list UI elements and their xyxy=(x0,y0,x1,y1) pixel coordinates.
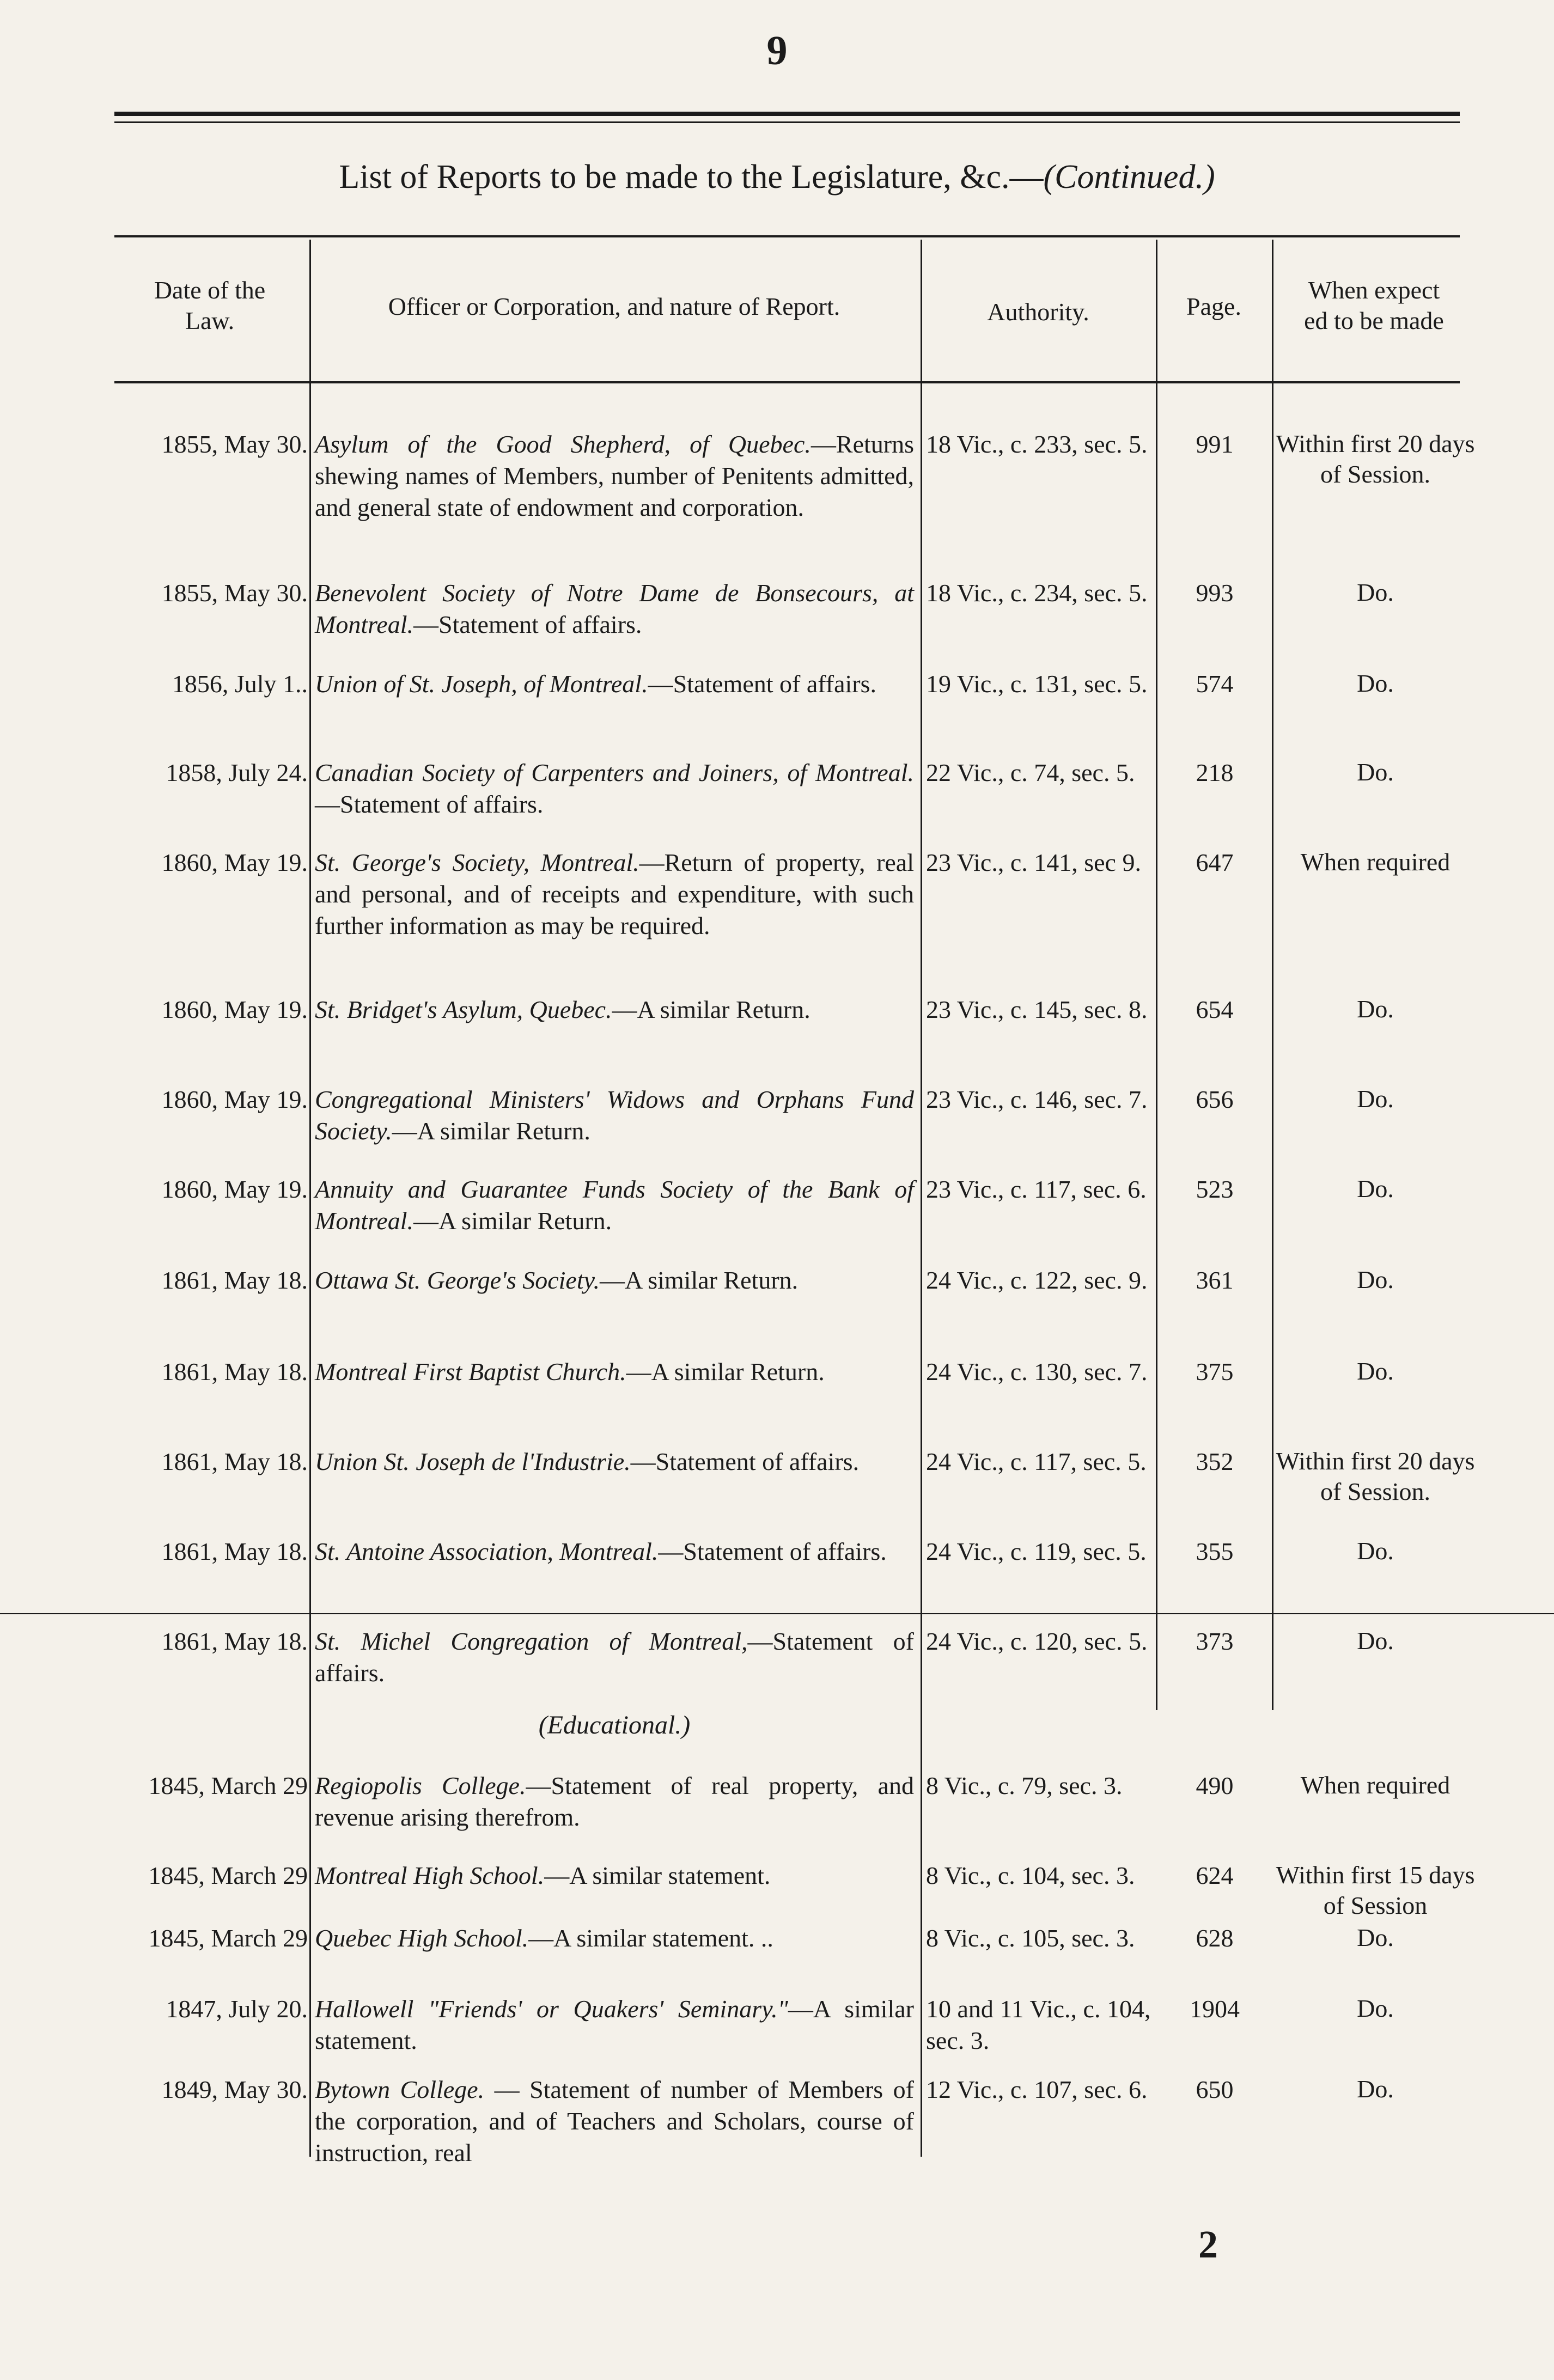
row-officer xyxy=(315,577,914,640)
row-name: Union of St. Joseph, of Montreal. xyxy=(315,670,648,698)
row-date: 1858, July 24. xyxy=(166,759,308,786)
row-officer xyxy=(315,1265,914,1296)
row-name: St. George's Society, Montreal. xyxy=(315,849,639,876)
row-when: Do. xyxy=(1357,578,1394,606)
row-page: 628 xyxy=(1196,1924,1234,1952)
sheet-signature-mark: 2 xyxy=(1198,2223,1218,2266)
row-officer xyxy=(315,1923,914,1954)
row-officer xyxy=(315,847,914,942)
row-officer xyxy=(315,1084,914,1147)
row-authority: 23 Vic., c. 141, sec 9. xyxy=(926,849,1141,876)
row-date: 1861, May 18. xyxy=(161,1627,308,1655)
row-desc: —A similar statement. xyxy=(315,1995,914,2054)
row-page: 656 xyxy=(1196,1085,1234,1113)
row-officer xyxy=(315,1993,914,2056)
row-when: Within first 20 days of Session. xyxy=(1276,1447,1475,1505)
row-name: Annuity and Guarantee Funds Society of the Bank of Montreal. xyxy=(315,1175,914,1235)
row-date: 1855, May 30. xyxy=(161,430,308,458)
row-desc: —A similar Return. xyxy=(612,996,810,1023)
row-desc: —Statement of affairs. xyxy=(648,670,876,698)
row-when: Do. xyxy=(1357,758,1394,786)
row-name: Montreal High School. xyxy=(315,1862,545,1889)
row-page: 355 xyxy=(1196,1537,1234,1565)
row-officer xyxy=(315,757,914,820)
column-divider xyxy=(921,240,922,2157)
row-page: 650 xyxy=(1196,2076,1234,2103)
row-desc: —Returns shewing names of Members, number of Penitents admitted, and general state of endowment and corporation. xyxy=(315,430,914,521)
row-authority: 8 Vic., c. 79, sec. 3. xyxy=(926,1772,1123,1799)
row-page: 1904 xyxy=(1190,1995,1240,2023)
row-page: 352 xyxy=(1196,1448,1234,1475)
row-desc: —A similar statement. xyxy=(544,1862,771,1889)
title-continued: (Continued.) xyxy=(1043,158,1215,196)
row-authority: 23 Vic., c. 117, sec. 6. xyxy=(926,1175,1147,1203)
row-when: Do. xyxy=(1357,1627,1394,1655)
row-name: Ottawa St. George's Society. xyxy=(315,1266,600,1294)
row-page: 490 xyxy=(1196,1772,1234,1799)
row-name: St. Antoine Association, Montreal. xyxy=(315,1537,659,1565)
row-authority: 24 Vic., c. 120, sec. 5. xyxy=(926,1627,1148,1655)
row-when: Do. xyxy=(1357,995,1394,1023)
column-divider xyxy=(309,240,311,2157)
row-date: 1849, May 30. xyxy=(161,2076,308,2103)
row-authority: 24 Vic., c. 122, sec. 9. xyxy=(926,1266,1148,1294)
row-desc: —Return of property, real and personal, and of receipts and expenditure, with such further information as may be required. xyxy=(315,849,915,939)
row-when: Do. xyxy=(1357,1266,1394,1293)
row-date: 1860, May 19. xyxy=(161,1085,308,1113)
row-date: 1861, May 18. xyxy=(161,1358,308,1386)
row-when: Within first 20 days of Session. xyxy=(1276,430,1475,488)
row-page: 373 xyxy=(1196,1627,1234,1655)
row-desc: —Statement of real property, and revenue arising therefrom. xyxy=(315,1772,914,1831)
row-date: 1845, March 29 xyxy=(148,1862,308,1889)
row-date: 1847, July 20. xyxy=(166,1995,308,2023)
row-name: Congregational Ministers' Widows and Orphans Fund Society. xyxy=(315,1085,914,1145)
row-authority: 24 Vic., c. 117, sec. 5. xyxy=(926,1448,1147,1475)
row-officer xyxy=(315,994,914,1026)
row-page: 624 xyxy=(1196,1862,1234,1889)
row-officer xyxy=(315,1536,914,1567)
row-date: 1845, March 29 xyxy=(148,1924,308,1952)
row-officer xyxy=(315,668,914,700)
row-officer xyxy=(315,1356,914,1388)
row-date: 1856, July 1.. xyxy=(172,670,308,698)
mid-page-rule xyxy=(0,1613,1554,1614)
row-desc: —Statement of affairs. xyxy=(658,1537,887,1565)
row-when: Within first 15 days of Session xyxy=(1276,1861,1475,1919)
row-name: Hallowell "Friends' or Quakers' Seminary." xyxy=(315,1995,788,2023)
row-desc: —A similar statement. .. xyxy=(528,1924,773,1952)
row-desc: —A similar Return. xyxy=(626,1358,825,1386)
row-authority: 10 and 11 Vic., c. 104, sec. 3. xyxy=(926,1995,1151,2054)
row-when: Do. xyxy=(1357,669,1394,697)
row-when: Do. xyxy=(1357,1085,1394,1113)
row-when: When required xyxy=(1300,848,1451,876)
row-name: Benevolent Society of Notre Dame de Bonsecours, at Montreal. xyxy=(315,579,914,638)
row-name: Canadian Society of Carpenters and Joiners, of Montreal. xyxy=(315,759,914,786)
row-name: Asylum of the Good Shepherd, of Quebec. xyxy=(315,430,811,458)
row-page: 375 xyxy=(1196,1358,1234,1386)
row-officer xyxy=(315,2074,914,2169)
header-top-rule xyxy=(114,235,1460,237)
row-page: 654 xyxy=(1196,996,1234,1023)
row-page: 993 xyxy=(1196,579,1234,607)
row-date: 1855, May 30. xyxy=(161,579,308,607)
row-authority: 19 Vic., c. 131, sec. 5. xyxy=(926,670,1148,698)
row-desc: —A similar Return. xyxy=(392,1117,590,1145)
row-authority: 18 Vic., c. 233, sec. 5. xyxy=(926,430,1148,458)
row-officer xyxy=(315,1626,914,1689)
header-when-line2: ed to be made xyxy=(1304,307,1444,334)
row-when: Do. xyxy=(1357,1924,1394,1951)
header-page: Page. xyxy=(1186,292,1241,320)
row-page: 218 xyxy=(1196,759,1234,786)
header-bottom-rule xyxy=(114,381,1460,383)
row-desc: — Statement of number of Members of the corporation, and of Teachers and Scholars, course of instruction, real xyxy=(315,2076,914,2167)
row-authority: 12 Vic., c. 107, sec. 6. xyxy=(926,2076,1148,2103)
row-date: 1861, May 18. xyxy=(161,1537,308,1565)
header-when-line1: When expect xyxy=(1308,276,1440,304)
row-date: 1861, May 18. xyxy=(161,1266,308,1294)
row-authority: 24 Vic., c. 119, sec. 5. xyxy=(926,1537,1147,1565)
row-date: 1860, May 19. xyxy=(161,1175,308,1203)
row-when: When required xyxy=(1300,1771,1451,1799)
row-when: Do. xyxy=(1357,2075,1394,2103)
row-date: 1860, May 19. xyxy=(161,849,308,876)
header-when xyxy=(1272,275,1476,336)
header-date-line2: Law. xyxy=(185,307,235,334)
section-label-educational: (Educational.) xyxy=(538,1711,691,1740)
page-number: 9 xyxy=(766,28,788,74)
row-when: Do. xyxy=(1357,1537,1394,1565)
row-desc: —A similar Return. xyxy=(413,1207,612,1235)
row-name: Bytown College. xyxy=(315,2076,485,2103)
header-date-line1: Date of the xyxy=(154,276,266,304)
header-authority: Authority. xyxy=(987,298,1089,326)
row-desc: —Statement of affairs. xyxy=(413,611,642,638)
row-authority: 22 Vic., c. 74, sec. 5. xyxy=(926,759,1135,786)
title-text: List of Reports to be made to the Legislature, &c.— xyxy=(339,158,1044,196)
row-authority: 24 Vic., c. 130, sec. 7. xyxy=(926,1358,1148,1386)
row-when: Do. xyxy=(1357,1175,1394,1203)
row-name: Quebec High School. xyxy=(315,1924,529,1952)
row-name: Montreal First Baptist Church. xyxy=(315,1358,626,1386)
page-title xyxy=(0,158,1554,197)
row-page: 523 xyxy=(1196,1175,1234,1203)
row-when: Do. xyxy=(1357,1994,1394,2022)
row-name: Union St. Joseph de l'Industrie. xyxy=(315,1448,631,1475)
row-authority: 8 Vic., c. 104, sec. 3. xyxy=(926,1862,1135,1889)
row-date: 1861, May 18. xyxy=(161,1448,308,1475)
row-page: 991 xyxy=(1196,430,1234,458)
row-date: 1845, March 29 xyxy=(148,1772,308,1799)
row-page: 361 xyxy=(1196,1266,1234,1294)
row-page: 647 xyxy=(1196,849,1234,876)
row-desc: —Statement of affairs. xyxy=(315,790,544,818)
row-authority: 23 Vic., c. 146, sec. 7. xyxy=(926,1085,1148,1113)
row-page: 574 xyxy=(1196,670,1234,698)
header-date xyxy=(114,275,305,336)
row-authority: 8 Vic., c. 105, sec. 3. xyxy=(926,1924,1135,1952)
row-desc: —Statement of affairs. xyxy=(315,1627,914,1687)
row-date: 1860, May 19. xyxy=(161,996,308,1023)
row-authority: 18 Vic., c. 234, sec. 5. xyxy=(926,579,1148,607)
row-name: Regiopolis College. xyxy=(315,1772,526,1799)
header-officer: Officer or Corporation, and nature of Report. xyxy=(388,292,840,320)
top-double-rule xyxy=(114,112,1460,123)
row-name: St. Bridget's Asylum, Quebec. xyxy=(315,996,612,1023)
row-when: Do. xyxy=(1357,1357,1394,1385)
row-authority: 23 Vic., c. 145, sec. 8. xyxy=(926,996,1148,1023)
row-officer xyxy=(315,1770,914,1833)
row-officer xyxy=(315,1860,914,1891)
column-divider xyxy=(1156,240,1157,1710)
row-name: St. Michel Congregation of Montreal, xyxy=(315,1627,748,1655)
row-officer xyxy=(315,429,914,523)
row-desc: —A similar Return. xyxy=(600,1266,799,1294)
column-divider xyxy=(1272,240,1273,1710)
row-officer xyxy=(315,1446,914,1478)
row-officer xyxy=(315,1174,914,1237)
row-desc: —Statement of affairs. xyxy=(630,1448,860,1475)
